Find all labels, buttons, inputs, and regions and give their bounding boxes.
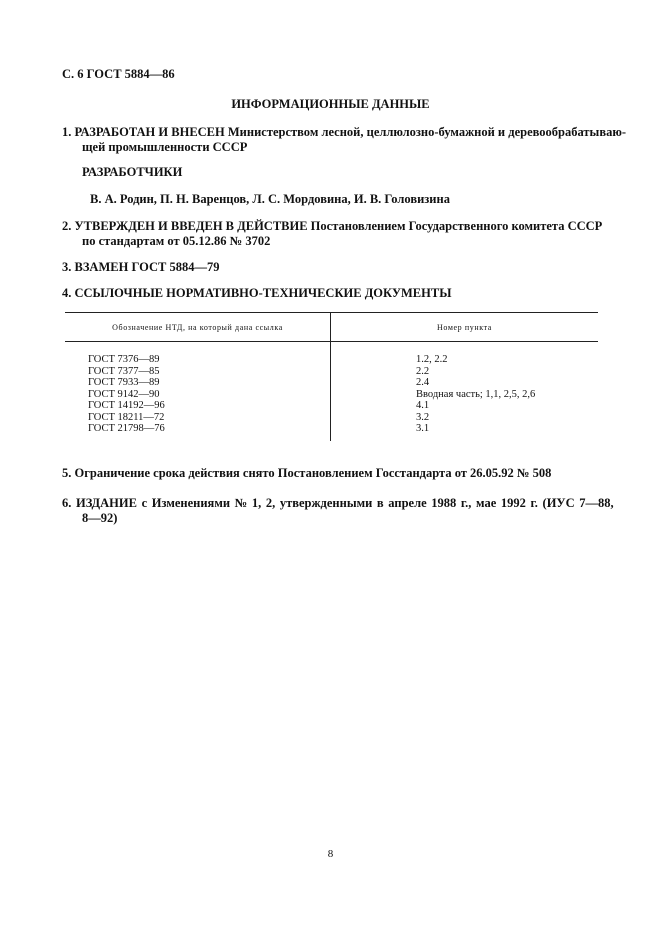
table-cell-document: ГОСТ 7933—89: [88, 377, 160, 388]
item-2-line-2: по стандартам от 05.12.86 № 3702: [82, 234, 271, 248]
developers-label: РАЗРАБОТЧИКИ: [82, 165, 183, 179]
table-header-row: [65, 313, 598, 342]
item-1-line-2: щей промышленности СССР: [82, 140, 248, 154]
column-header-clause: Номер пункта: [331, 313, 599, 342]
item-5: 5. Ограничение срока действия снято Постановлением Госстандарта от 26.05.92 № 508: [62, 466, 552, 480]
table-cell-clause: 3.2: [416, 411, 430, 423]
item-6-line-1: 6. ИЗДАНИЕ с Изменениями № 1, 2, утвержденными в апреле 1988 г., мае 1992 г. (ИУС 7—88,: [62, 496, 614, 510]
table-cell-document: ГОСТ 9142—90: [88, 388, 160, 400]
document-designations-cell: [65, 342, 331, 441]
table-cell-document: ГОСТ 7377—85: [88, 365, 160, 377]
page-header-reference: С. 6 ГОСТ 5884—86: [62, 67, 175, 81]
clause-numbers-cell: [331, 342, 599, 441]
item-6-line-2: 8—92): [82, 511, 118, 525]
page-number: 8: [327, 848, 334, 860]
table-body-row: [65, 342, 598, 441]
table-cell-clause: 2.4: [416, 377, 430, 388]
item-4: 4. ССЫЛОЧНЫЕ НОРМАТИВНО-ТЕХНИЧЕСКИЕ ДОКУМЕНТЫ: [62, 286, 452, 300]
table-cell-clause: Вводная часть; 1,1, 2,5, 2,6: [416, 388, 536, 400]
table-cell-document: ГОСТ 18211—72: [88, 411, 165, 423]
table-cell-clause: 2.2: [416, 365, 430, 377]
item-1-line-1: 1. РАЗРАБОТАН И ВНЕСЕН Министерством лесной, целлюлозно-бумажной и деревообрабатываю-: [62, 125, 627, 139]
developers-list: В. А. Родин, П. Н. Варенцов, Л. С. Мордовина, И. В. Головизина: [90, 192, 450, 206]
table-cell-clause: 4.1: [416, 400, 430, 411]
table-cell-document: ГОСТ 21798—76: [88, 423, 165, 434]
item-3: 3. ВЗАМЕН ГОСТ 5884—79: [62, 260, 220, 274]
item-2-line-1: 2. УТВЕРЖДЕН И ВВЕДЕН В ДЕЙСТВИЕ Постановлением Государственного комитета СССР: [62, 219, 603, 233]
column-header-document: Обозначение НТД, на который дана ссылка: [65, 313, 331, 342]
table-cell-document: ГОСТ 14192—96: [88, 400, 165, 411]
table-cell-clause: 3.1: [416, 423, 430, 434]
reference-documents-table: [65, 312, 598, 441]
table-cell-document: ГОСТ 7376—89: [88, 354, 160, 365]
page-title: ИНФОРМАЦИОННЫЕ ДАННЫЕ: [231, 97, 430, 111]
table-cell-clause: 1.2, 2.2: [416, 354, 448, 365]
